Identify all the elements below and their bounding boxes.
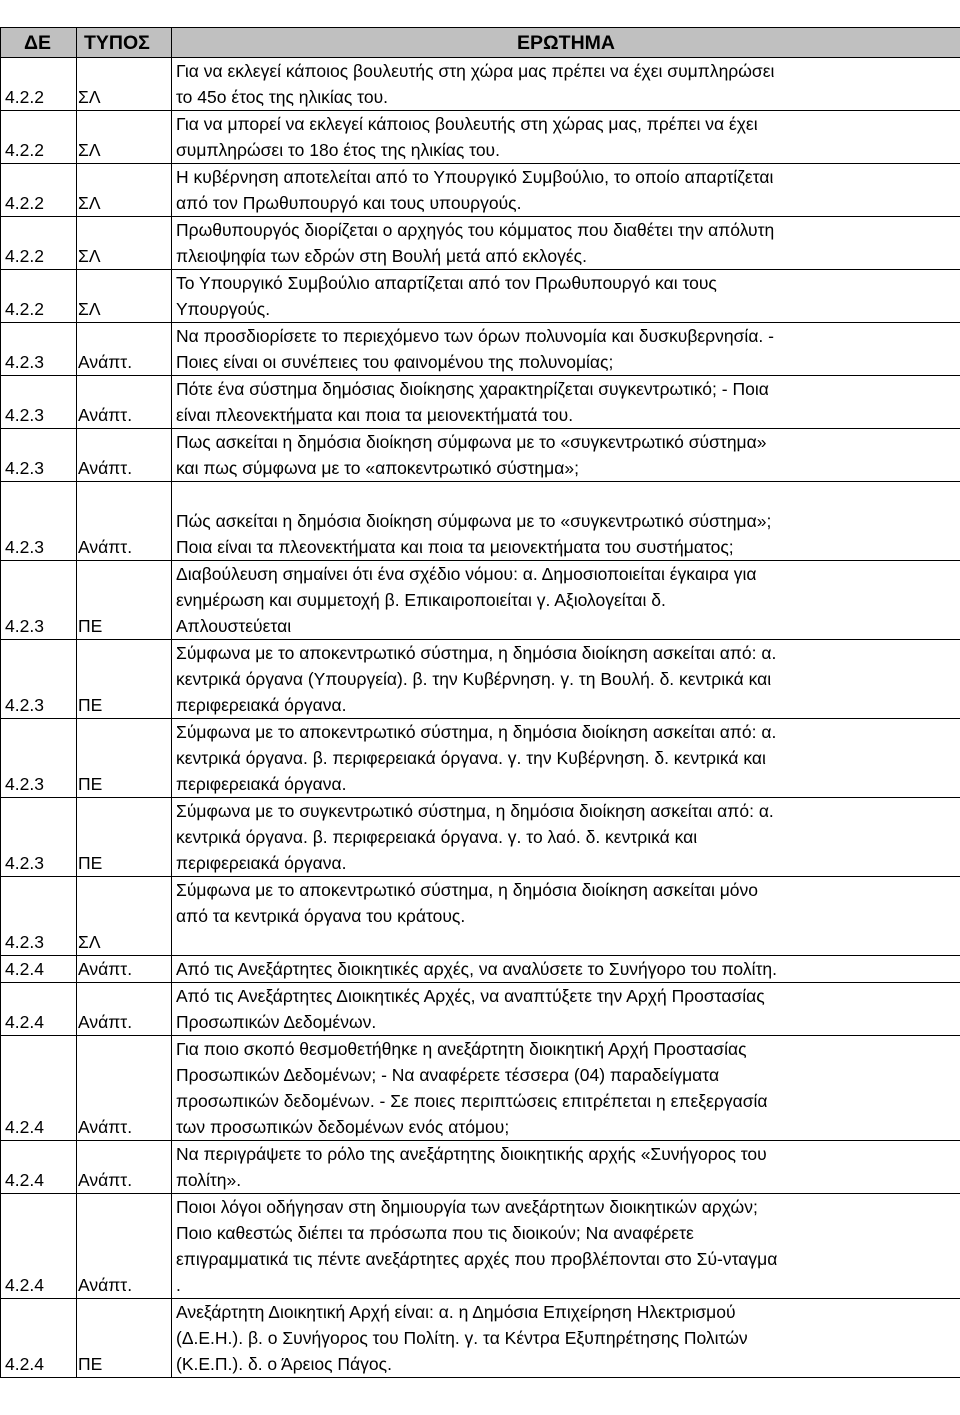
- row-question-type: Ανάπτ.: [77, 429, 172, 482]
- row-question-text: [172, 1036, 960, 1141]
- table-row: [1, 164, 960, 217]
- table-row: [1, 561, 960, 640]
- row-question-text: [172, 164, 960, 217]
- question-line: Ποιες είναι οι συνέπειες του φαινομένου της πολυνομίας;: [176, 352, 614, 372]
- row-de-code: 4.2.3: [1, 719, 77, 798]
- row-question-type: ΠΕ: [77, 1299, 172, 1378]
- row-question-type: Ανάπτ.: [77, 482, 172, 561]
- question-line: Σύμφωνα με το αποκεντρωτικό σύστημα, η δημόσια διοίκηση ασκείται μόνο: [176, 880, 759, 900]
- question-line: Πως ασκείται η δημόσια διοίκηση σύμφωνα με το «συγκεντρωτικό σύστημα»: [176, 432, 767, 452]
- question-line: περιφερειακά όργανα.: [176, 774, 347, 794]
- question-line: Πώς ασκείται η δημόσια διοίκηση σύμφωνα με το «συγκεντρωτικό σύστημα»;: [176, 511, 772, 531]
- question-line: των προσωπικών δεδομένων ενός ατόμου;: [176, 1117, 510, 1137]
- row-question-type: Ανάπτ.: [77, 956, 172, 983]
- row-de-code: 4.2.2: [1, 58, 77, 111]
- table-row: [1, 1141, 960, 1194]
- table-row: [1, 376, 960, 429]
- question-line: Ανεξάρτητη Διοικητική Αρχή είναι: α. η Δημόσια Επιχείρηση Ηλεκτρισμού: [176, 1302, 736, 1322]
- table-row: [1, 719, 960, 798]
- table-row: [1, 1299, 960, 1378]
- table-row: [1, 983, 960, 1036]
- table-row: [1, 482, 960, 561]
- row-question-text: [172, 561, 960, 640]
- question-line: .: [176, 1275, 181, 1295]
- row-question-type: ΣΛ: [77, 111, 172, 164]
- table-row: [1, 323, 960, 376]
- row-question-type: Ανάπτ.: [77, 983, 172, 1036]
- table-row: [1, 798, 960, 877]
- question-line: περιφερειακά όργανα.: [176, 853, 347, 873]
- question-line: επιγραμματικά τις πέντε ανεξάρτητες αρχές που προβλέπονται στο Σύ-νταγμα: [176, 1249, 778, 1269]
- row-question-text: [172, 798, 960, 877]
- question-line: πολίτη».: [176, 1170, 242, 1190]
- row-question-type: ΣΛ: [77, 270, 172, 323]
- question-line: Ποιοι λόγοι οδήγησαν στη δημιουργία των ανεξάρτητων διοικητικών αρχών;: [176, 1197, 758, 1217]
- question-line: προσωπικών δεδομένων. - Σε ποιες περιπτώσεις επιτρέπεται η επεξεργασία: [176, 1091, 768, 1111]
- question-line: Σύμφωνα με το αποκεντρωτικό σύστημα, η δημόσια διοίκηση ασκείται από: α.: [176, 722, 777, 742]
- header-row: [1, 28, 960, 58]
- question-line: Απλουστεύεται: [176, 616, 292, 636]
- question-line: κεντρικά όργανα. β. περιφερειακά όργανα. γ. την Κυβέρνηση. δ. κεντρικά και: [176, 748, 766, 768]
- question-line: και πως σύμφωνα με το «αποκεντρωτικό σύστημα»;: [176, 458, 579, 478]
- table-row: [1, 640, 960, 719]
- row-question-text: [172, 983, 960, 1036]
- question-line: από τα κεντρικά όργανα του κράτους.: [176, 906, 466, 926]
- table-row: [1, 429, 960, 482]
- row-question-type: Ανάπτ.: [77, 376, 172, 429]
- row-question-type: Ανάπτ.: [77, 1141, 172, 1194]
- question-line: Για να εκλεγεί κάποιος βουλευτής στη χώρα μας πρέπει να έχει συμπληρώσει: [176, 61, 775, 81]
- table-row: [1, 1036, 960, 1141]
- row-question-text: [172, 1194, 960, 1299]
- row-question-type: ΣΛ: [77, 164, 172, 217]
- row-question-text: [172, 719, 960, 798]
- question-line: Η κυβέρνηση αποτελείται από το Υπουργικό Συμβούλιο, το οποίο απαρτίζεται: [176, 167, 774, 187]
- question-line: το 45ο έτος της ηλικίας του.: [176, 87, 389, 107]
- question-line: Διαβούλευση σημαίνει ότι ένα σχέδιο νόμου: α. Δημοσιοποιείται έγκαιρα για: [176, 564, 757, 584]
- header-question: ΕΡΩΤΗΜΑ: [172, 28, 960, 58]
- question-line: κεντρικά όργανα (Υπουργεία). β. την Κυβέρνηση. γ. τη Βουλή. δ. κεντρικά και: [176, 669, 772, 689]
- row-de-code: 4.2.3: [1, 376, 77, 429]
- question-line: Προσωπικών Δεδομένων.: [176, 1012, 377, 1032]
- header-de: ΔΕ: [1, 28, 77, 58]
- row-de-code: 4.2.3: [1, 561, 77, 640]
- row-question-text: [172, 640, 960, 719]
- question-line: Πρωθυπουργός διορίζεται ο αρχηγός του κόμματος που διαθέτει την απόλυτη: [176, 220, 775, 240]
- row-question-type: Ανάπτ.: [77, 323, 172, 376]
- row-question-text: [172, 482, 960, 561]
- table-body: [1, 58, 960, 1378]
- question-line: είναι πλεονεκτήματα και ποια τα μειονεκτήματά του.: [176, 405, 574, 425]
- question-line: κεντρικά όργανα. β. περιφερειακά όργανα. γ. το λαό. δ. κεντρικά και: [176, 827, 698, 847]
- row-de-code: 4.2.3: [1, 429, 77, 482]
- question-line: συμπληρώσει το 18ο έτος της ηλικίας του.: [176, 140, 500, 160]
- row-de-code: 4.2.4: [1, 1299, 77, 1378]
- row-de-code: 4.2.4: [1, 1141, 77, 1194]
- questions-table: [0, 27, 960, 1378]
- question-line: περιφερειακά όργανα.: [176, 695, 347, 715]
- table-row: [1, 956, 960, 983]
- question-line: πλειοψηφία των εδρών στη Βουλή μετά από εκλογές.: [176, 246, 587, 266]
- row-question-type: ΣΛ: [77, 877, 172, 956]
- row-de-code: 4.2.4: [1, 983, 77, 1036]
- row-question-type: Ανάπτ.: [77, 1036, 172, 1141]
- row-question-type: ΣΛ: [77, 217, 172, 270]
- question-line: Ποια είναι τα πλεονεκτήματα και ποια τα μειονεκτήματα του συστήματος;: [176, 537, 734, 557]
- row-de-code: 4.2.2: [1, 217, 77, 270]
- question-line: από τον Πρωθυπουργό και τους υπουργούς.: [176, 193, 522, 213]
- row-question-text: [172, 111, 960, 164]
- row-de-code: 4.2.3: [1, 640, 77, 719]
- row-question-text: [172, 323, 960, 376]
- row-de-code: 4.2.2: [1, 164, 77, 217]
- question-line: Από τις Ανεξάρτητες Διοικητικές Αρχές, να αναπτύξετε την Αρχή Προστασίας: [176, 986, 765, 1006]
- row-question-type: ΠΕ: [77, 561, 172, 640]
- row-de-code: 4.2.3: [1, 323, 77, 376]
- question-line: Για ποιο σκοπό θεσμοθετήθηκε η ανεξάρτητη διοικητική Αρχή Προστασίας: [176, 1039, 747, 1059]
- question-line: Προσωπικών Δεδομένων; - Να αναφέρετε τέσσερα (04) παραδείγματα: [176, 1065, 720, 1085]
- table-row: [1, 877, 960, 956]
- row-question-text: [172, 376, 960, 429]
- question-line: ενημέρωση και συμμετοχή β. Επικαιροποιείται γ. Αξιολογείται δ.: [176, 590, 666, 610]
- table-row: [1, 270, 960, 323]
- row-question-text: [172, 956, 960, 983]
- question-line: Να προσδιορίσετε το περιεχόμενο των όρων πολυνομία και δυσκυβερνησία. -: [176, 326, 774, 346]
- row-question-type: ΠΕ: [77, 719, 172, 798]
- row-question-text: [172, 429, 960, 482]
- question-line: Από τις Ανεξάρτητες διοικητικές αρχές, να αναλύσετε το Συνήγορο του πολίτη.: [176, 959, 777, 979]
- row-question-text: [172, 1141, 960, 1194]
- row-de-code: 4.2.4: [1, 1036, 77, 1141]
- table-row: [1, 111, 960, 164]
- row-question-type: ΠΕ: [77, 640, 172, 719]
- question-line: Σύμφωνα με το αποκεντρωτικό σύστημα, η δημόσια διοίκηση ασκείται από: α.: [176, 643, 777, 663]
- table-row: [1, 1194, 960, 1299]
- question-line: Υπουργούς.: [176, 299, 271, 319]
- row-question-text: [172, 877, 960, 956]
- row-question-text: [172, 58, 960, 111]
- question-line: Να περιγράψετε το ρόλο της ανεξάρτητης διοικητικής αρχής «Συνήγορος του: [176, 1144, 767, 1164]
- row-question-text: [172, 217, 960, 270]
- row-de-code: 4.2.2: [1, 111, 77, 164]
- row-de-code: 4.2.3: [1, 482, 77, 561]
- question-line: (Δ.Ε.Η.). β. ο Συνήγορος του Πολίτη. γ. τα Κέντρα Εξυπηρέτησης Πολιτών: [176, 1328, 748, 1348]
- row-question-text: [172, 270, 960, 323]
- row-de-code: 4.2.2: [1, 270, 77, 323]
- question-line: (Κ.Ε.Π.). δ. ο Άρειος Πάγος.: [176, 1354, 392, 1374]
- row-de-code: 4.2.4: [1, 1194, 77, 1299]
- question-line: Ποιο καθεστώς διέπει τα πρόσωπα που τις διοικούν; Να αναφέρετε: [176, 1223, 694, 1243]
- table-row: [1, 217, 960, 270]
- question-line: Το Υπουργικό Συμβούλιο απαρτίζεται από τον Πρωθυπουργό και τους: [176, 273, 717, 293]
- question-line: Πότε ένα σύστημα δημόσιας διοίκησης χαρακτηρίζεται συγκεντρωτικό; - Ποια: [176, 379, 769, 399]
- question-line: Για να μπορεί να εκλεγεί κάποιος βουλευτής στη χώρας μας, πρέπει να έχει: [176, 114, 758, 134]
- row-de-code: 4.2.3: [1, 877, 77, 956]
- question-line: Σύμφωνα με το συγκεντρωτικό σύστημα, η δημόσια διοίκηση ασκείται από: α.: [176, 801, 774, 821]
- question-line: [176, 482, 957, 508]
- row-de-code: 4.2.3: [1, 798, 77, 877]
- header-type: ΤΥΠΟΣ: [77, 28, 172, 58]
- row-question-type: ΣΛ: [77, 58, 172, 111]
- table-row: [1, 58, 960, 111]
- row-de-code: 4.2.4: [1, 956, 77, 983]
- row-question-type: ΠΕ: [77, 798, 172, 877]
- row-question-text: [172, 1299, 960, 1378]
- question-line: [176, 929, 957, 955]
- row-question-type: Ανάπτ.: [77, 1194, 172, 1299]
